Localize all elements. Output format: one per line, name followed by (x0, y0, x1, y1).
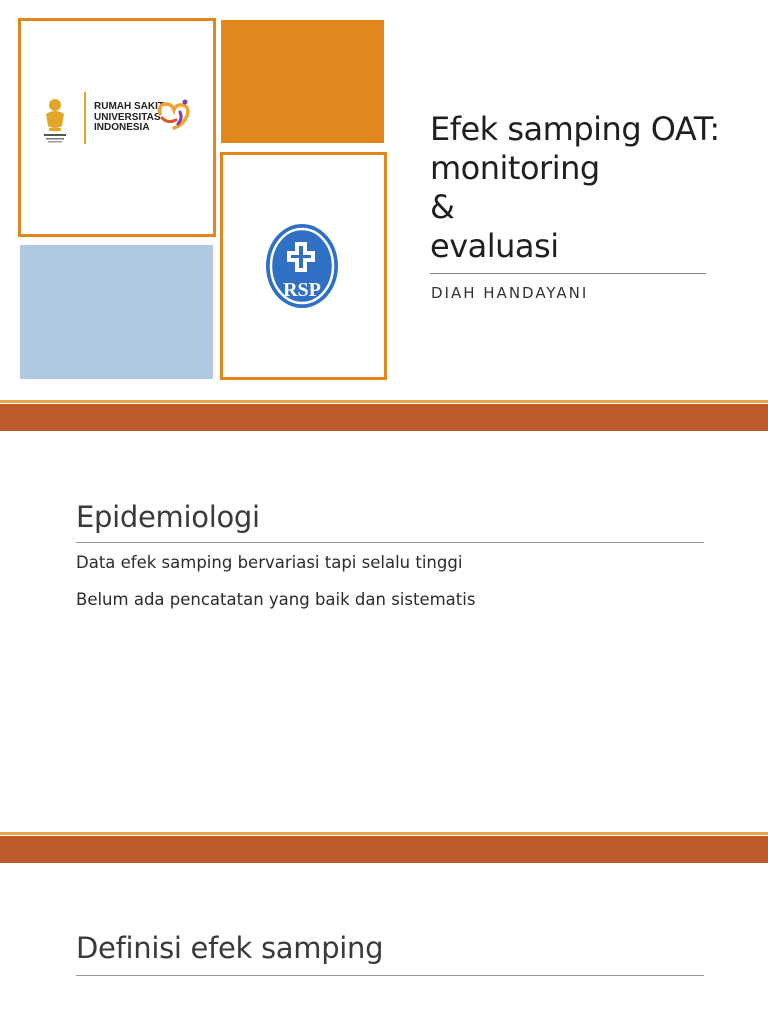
logo-divider (84, 92, 86, 144)
rsp-logo-text: RSP (283, 279, 321, 301)
title-line-2: monitoring (430, 149, 600, 187)
ui-logo-text (94, 102, 164, 134)
makara-emblem-icon (40, 94, 70, 146)
bullet-item: Data efek samping bervariasi tapi selalu tinggi (76, 553, 463, 572)
presentation-title (430, 110, 760, 266)
title-line-3: & (430, 188, 455, 226)
heading-underline (76, 975, 704, 976)
heart-swoosh-icon (156, 98, 192, 132)
ui-logo-line-1: RUMAH SAKIT (94, 101, 164, 112)
definisi-heading: Definisi efek samping (76, 931, 384, 965)
ui-hospital-logo (40, 92, 200, 152)
bullet-item: Belum ada pencatatan yang baik dan sistematis (76, 590, 476, 609)
title-line-4: evaluasi (430, 227, 559, 265)
title-underline (430, 273, 706, 274)
slide-separator-accent (0, 832, 768, 835)
ui-logo-line-2: UNIVERSITAS (94, 111, 161, 123)
heading-underline (76, 542, 704, 543)
ui-logo-line-3: INDONESIA (94, 122, 150, 133)
author-name: DIAH HANDAYANI (431, 284, 589, 302)
decor-blue-block (20, 245, 213, 379)
slide-separator (0, 836, 768, 863)
slide-separator (0, 404, 768, 431)
decor-orange-block (221, 20, 384, 143)
rsp-emblem-icon (264, 222, 340, 310)
title-line-1: Efek samping OAT: (430, 110, 720, 148)
slide-separator-accent (0, 400, 768, 403)
epidemiologi-heading: Epidemiologi (76, 500, 260, 534)
